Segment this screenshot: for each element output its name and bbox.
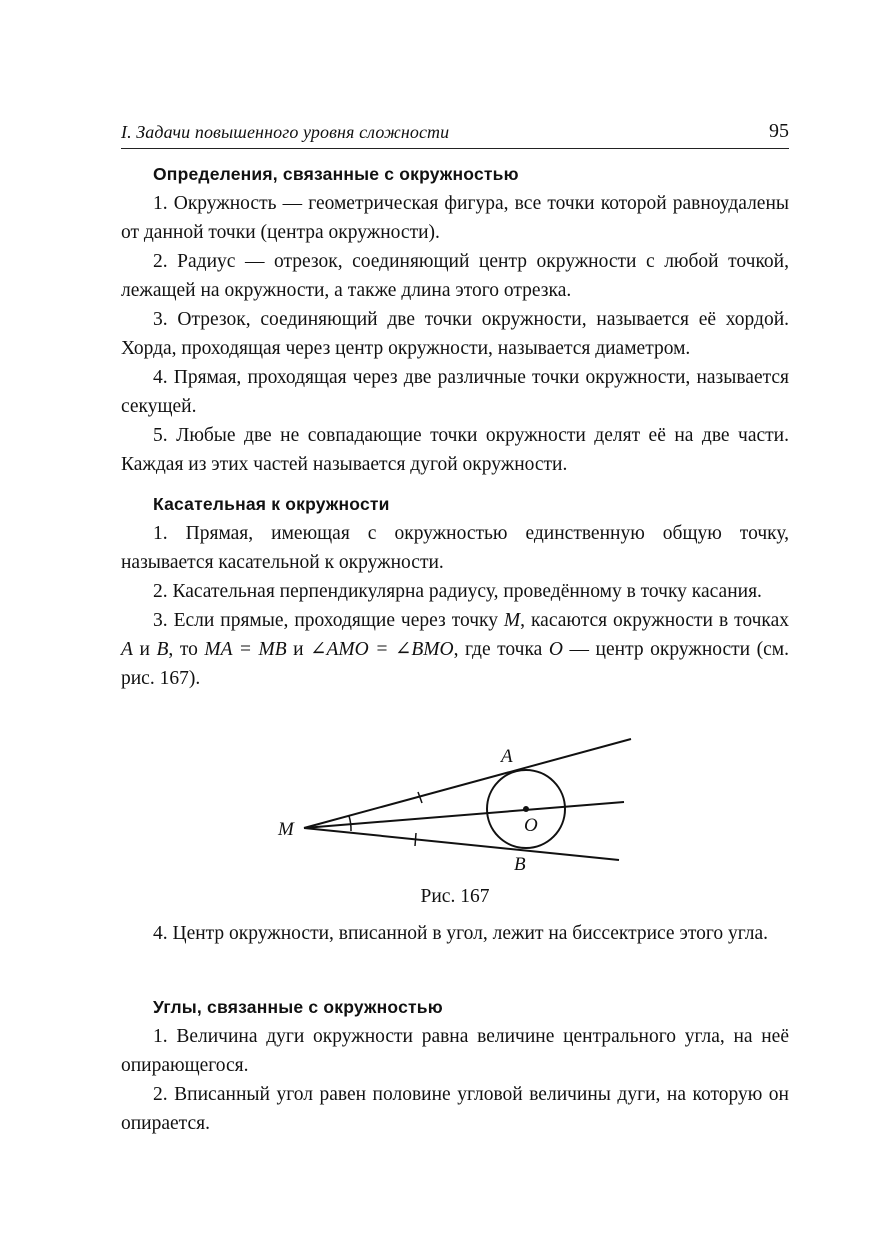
section-tangent [121,490,789,693]
definition-item: 4. Прямая, проходящая через две различные точки окружности, называется секущей. [121,367,789,417]
definition-item: 1. Окружность — геометрическая фигура, все точки которой равноудалены от данной точки (центра окружности). [121,193,789,243]
section-angles [121,993,789,1138]
label-b: B [514,854,526,875]
definition-item: 2. Радиус — отрезок, соединяющий центр окружности с любой точкой, лежащей на окружности, а также длина этого отрезка. [121,251,789,301]
tangent-line-lower [304,828,619,860]
label-m: M [278,819,294,840]
tangent-item: 4. Центр окружности, вписанной в угол, лежит на биссектрисе этого угла. [153,923,768,944]
tangent-item-3: 3. Если прямые, проходящие через точку M, касаются окружности в точках A и B, то MA = MB и ∠AMO = ∠BMO, где точка O — центр окружности (см. рис. 167). [121,610,790,689]
tangent-item: 1. Прямая, имеющая с окружностью единственную общую точку, называется касательной к окружности. [121,523,789,573]
chapter-title: I. Задачи повышенного уровня сложности [121,122,450,142]
page-number: 95 [769,120,789,142]
angle-item: 1. Величина дуги окружности равна величине центрального угла, на неё опирающегося. [121,1026,789,1076]
section-definitions [121,160,789,479]
label-a: A [501,746,513,767]
definition-item: 3. Отрезок, соединяющий две точки окружности, называется её хордой. Хорда, проходящая через центр окружности, называется диаметром. [121,309,789,359]
section-heading: Углы, связанные с окружностью [153,997,443,1017]
tick-mark-lower [415,833,416,846]
figure-167-diagram [270,730,640,880]
definition-item: 5. Любые две не совпадающие точки окружности делят её на две части. Каждая из этих частей называется дугой окружности. [121,425,789,475]
section-tangent-continued [121,919,789,948]
tangent-item: 2. Касательная перпендикулярна радиусу, проведённому в точку касания. [153,581,762,602]
section-heading: Определения, связанные с окружностью [153,164,519,184]
figure-caption: Рис. 167 [420,886,490,907]
running-header [121,120,789,149]
label-o: O [524,815,538,836]
angle-item: 2. Вписанный угол равен половине угловой величины дуги, на которую он опирается. [121,1084,789,1134]
section-heading: Касательная к окружности [153,494,390,514]
center-point [523,806,529,812]
